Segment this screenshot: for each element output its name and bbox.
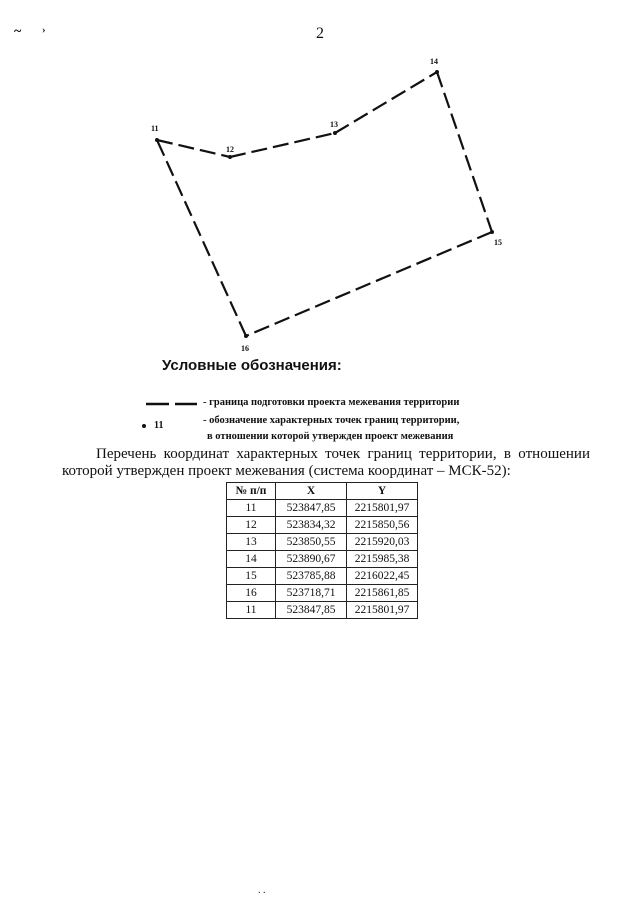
table-cell-number: 11 xyxy=(227,500,276,517)
point-12-marker xyxy=(228,155,232,159)
table-cell-x: 523850,55 xyxy=(276,534,347,551)
legend-point-sample-label: 11 xyxy=(154,420,164,431)
point-label-16: 16 xyxy=(241,344,249,353)
table-header-row xyxy=(227,483,418,500)
scan-mark-tilde: ~ xyxy=(14,24,22,39)
table-cell-y: 2215801,97 xyxy=(347,602,418,619)
boundary-points xyxy=(155,70,494,338)
legend-points-text-line1: - обозначение характерных точек границ территории, xyxy=(203,415,460,426)
table-cell-number: 12 xyxy=(227,517,276,534)
table-cell-number: 16 xyxy=(227,585,276,602)
point-label-11: 11 xyxy=(151,124,159,133)
boundary-segment-13-14 xyxy=(335,72,437,133)
scan-mark-footer: . . xyxy=(258,885,266,896)
table-header-number: № п/п xyxy=(227,483,276,500)
legend-points-text-line2: в отношении которой утвержден проект межевания xyxy=(207,431,454,442)
point-label-15: 15 xyxy=(494,238,502,247)
table-cell-y: 2216022,45 xyxy=(347,568,418,585)
boundary-polygon xyxy=(157,72,492,336)
table-cell-x: 523847,85 xyxy=(276,500,347,517)
point-label-14: 14 xyxy=(430,57,438,66)
table-row xyxy=(227,585,418,602)
table-header-y: Y xyxy=(347,483,418,500)
table-cell-x: 523890,67 xyxy=(276,551,347,568)
point-15-marker xyxy=(490,230,494,234)
table-cell-x: 523718,71 xyxy=(276,585,347,602)
coordinates-intro-paragraph xyxy=(62,446,590,480)
legend-boundary-line-sample xyxy=(145,400,197,408)
table-cell-y: 2215985,38 xyxy=(347,551,418,568)
legend-point-sample xyxy=(142,420,163,431)
table-cell-x: 523847,85 xyxy=(276,602,347,619)
boundary-plan xyxy=(0,0,640,360)
table-cell-y: 2215801,97 xyxy=(347,500,418,517)
table-cell-y: 2215861,85 xyxy=(347,585,418,602)
boundary-segment-15-16 xyxy=(246,232,492,336)
table-cell-number: 15 xyxy=(227,568,276,585)
boundary-segment-12-13 xyxy=(230,133,335,157)
table-row xyxy=(227,517,418,534)
coordinates-intro-text: Перечень координат характерных точек границ территории, в отношении которой утвержден проект межевания (система координат – МСК-52): xyxy=(62,446,590,479)
legend-title: Условные обозначения: xyxy=(162,357,342,374)
table-cell-number: 11 xyxy=(227,602,276,619)
point-14-marker xyxy=(435,70,439,74)
table-row xyxy=(227,602,418,619)
table-row xyxy=(227,534,418,551)
boundary-segment-14-15 xyxy=(437,72,492,232)
point-13-marker xyxy=(333,131,337,135)
table-cell-x: 523785,88 xyxy=(276,568,347,585)
table-row xyxy=(227,500,418,517)
table-cell-y: 2215850,56 xyxy=(347,517,418,534)
page-number: 2 xyxy=(316,25,324,42)
point-11-marker xyxy=(155,138,159,142)
point-16-marker xyxy=(244,334,248,338)
table-header-x: X xyxy=(276,483,347,500)
point-label-13: 13 xyxy=(330,120,338,129)
legend-point-dot xyxy=(142,424,146,428)
legend-boundary-text: - граница подготовки проекта межевания территории xyxy=(203,397,460,408)
scan-mark-comma: › xyxy=(42,24,46,36)
table-cell-number: 13 xyxy=(227,534,276,551)
boundary-segment-16-11 xyxy=(157,140,246,336)
table-cell-number: 14 xyxy=(227,551,276,568)
table-row xyxy=(227,568,418,585)
coordinates-table xyxy=(226,482,418,619)
point-label-12: 12 xyxy=(226,145,234,154)
table-cell-y: 2215920,03 xyxy=(347,534,418,551)
table-row xyxy=(227,551,418,568)
boundary-segment-11-12 xyxy=(157,140,230,157)
table-cell-x: 523834,32 xyxy=(276,517,347,534)
